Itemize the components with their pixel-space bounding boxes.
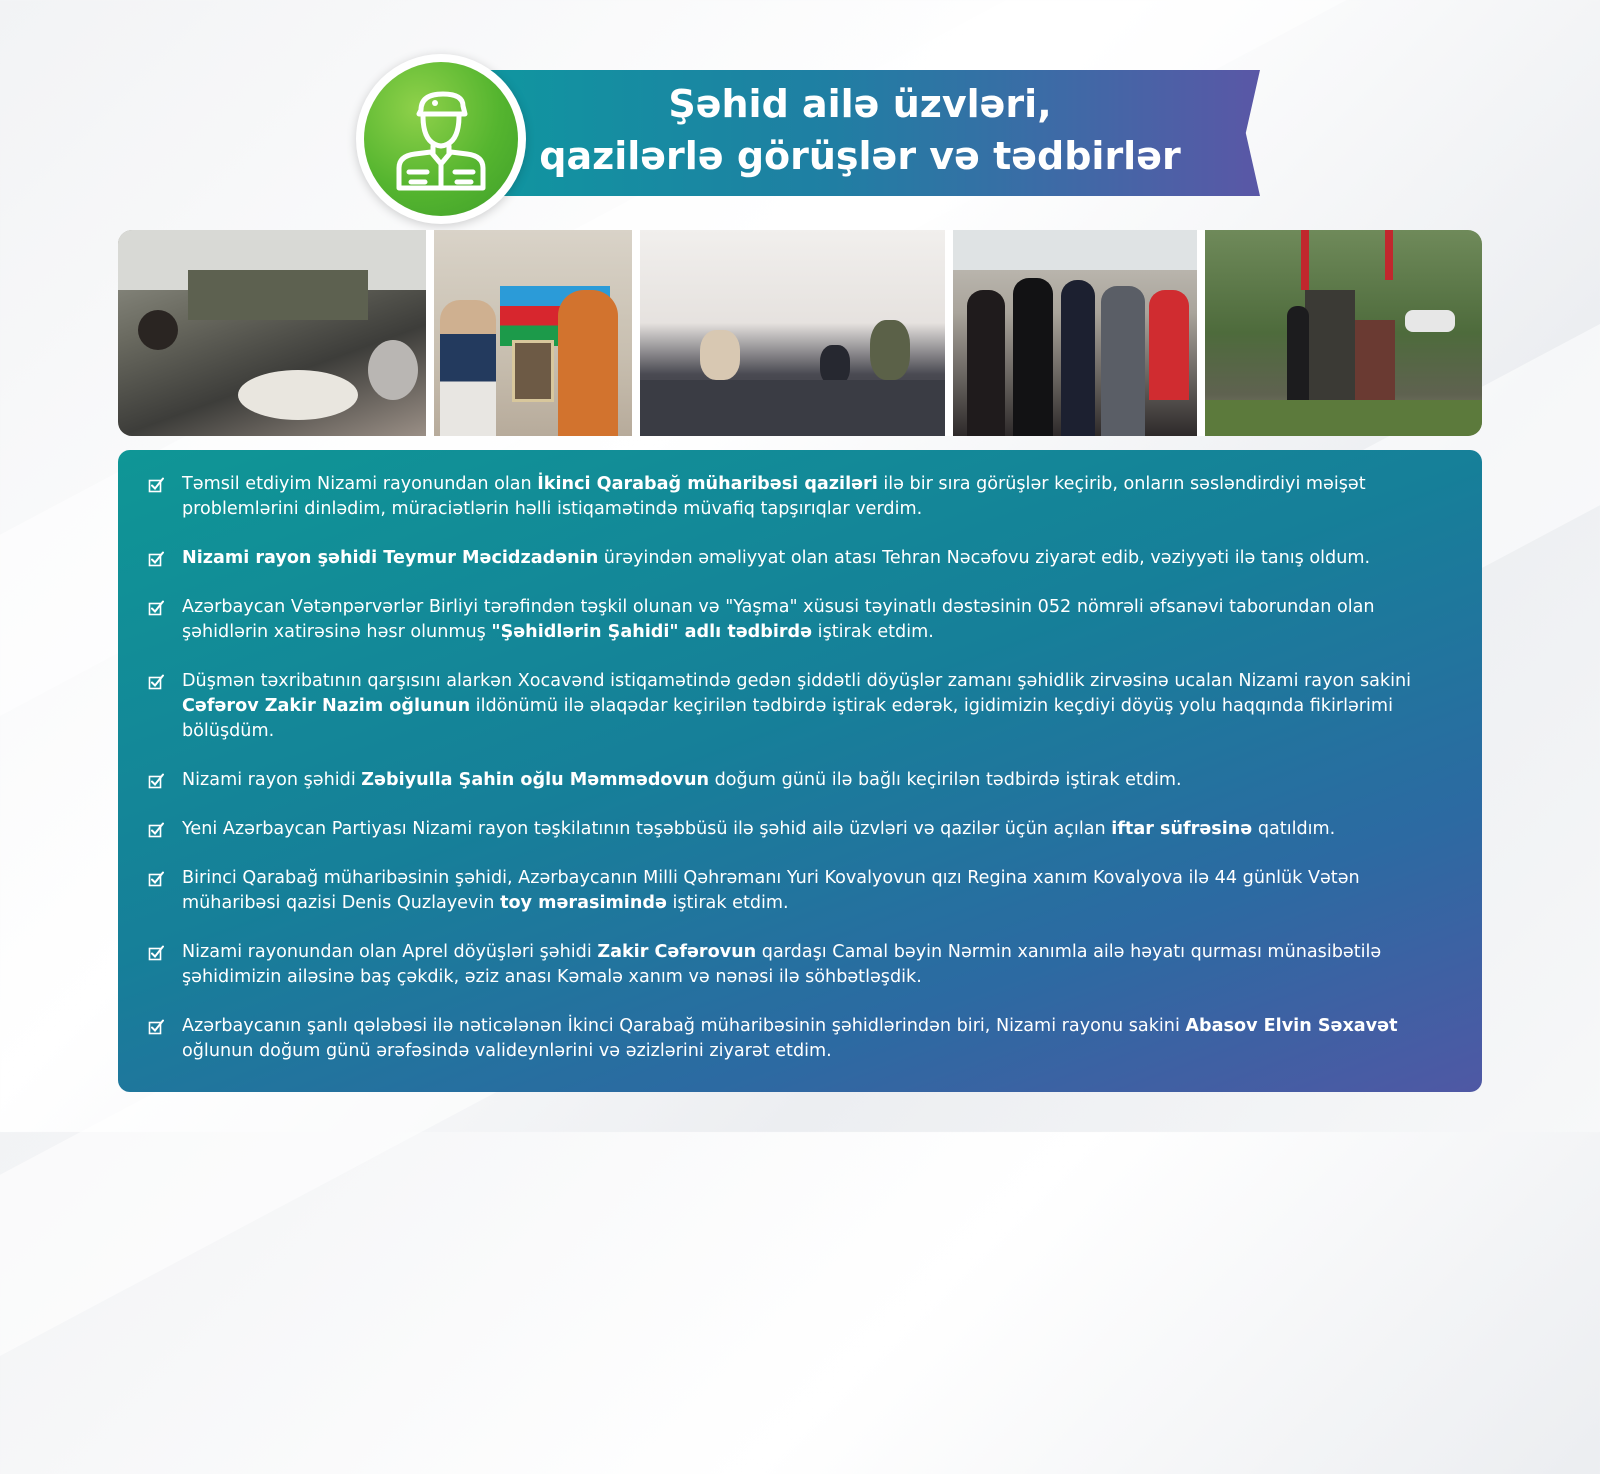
checkbox-check-icon (148, 822, 164, 838)
body-text: doğum günü ilə bağlı keçirilən tədbirdə iştirak etdim. (709, 770, 1182, 790)
body-text: iştirak etdim. (666, 893, 789, 913)
list-item (148, 817, 1442, 842)
list-item-text (182, 595, 1442, 645)
list-item-text (182, 940, 1442, 990)
photo-veterans-meeting (118, 230, 426, 436)
body-text: oğlunun doğum günü ərəfəsində valideynlərini və əzizlərini ziyarət etdim. (182, 1041, 832, 1061)
highlight-text: İkinci Qarabağ müharibəsi qaziləri (537, 474, 878, 494)
list-item-text (182, 768, 1442, 793)
badge (364, 62, 518, 216)
body-text: iştirak etdim. (812, 622, 934, 642)
checkbox-check-icon (148, 871, 164, 887)
highlight-text: iftar süfrəsinə (1111, 819, 1253, 839)
highlight-text: toy mərasimində (500, 893, 667, 913)
photo-hall-meeting (640, 230, 945, 436)
title-line-2: qazilərlə görüşlər və tədbirlər (539, 134, 1181, 178)
highlight-text: Zəbiyulla Şahin oğlu Məmmədovun (361, 770, 710, 790)
checkbox-check-icon (148, 674, 164, 690)
list-item-text (182, 1014, 1442, 1064)
body-text: Nizami rayonundan olan Aprel döyüşləri şəhidi (182, 942, 598, 962)
list-item (148, 1014, 1442, 1064)
body-text: Təmsil etdiyim Nizami rayonundan olan (182, 474, 538, 494)
list-item (148, 669, 1442, 744)
body-text: ilə bir sıra görüşlər keçirib, onların səsləndirdiyi məişət problemlərini dinlədim, müraciətlərin həlli istiqamətində müvafiq tapşırıqlar verdim. (182, 474, 1366, 519)
body-text: Birinci Qarabağ müharibəsinin şəhidi, Azərbaycanın Milli Qəhrəmanı Yuri Kovalyovun qızı Regina xanım Kovalyova ilə 44 günlük Vətən müharibəsi qazisi Denis Quzlayevin (182, 868, 1360, 913)
highlight-text: Nizami rayon şəhidi Teymur Məcidzadənin (182, 548, 599, 568)
body-text: Nizami rayon şəhidi (182, 770, 362, 790)
highlight-text: Cəfərov Zakir Nazim oğlunun (182, 696, 471, 716)
list-item (148, 768, 1442, 793)
title-line-1: Şəhid ailə üzvləri, (668, 82, 1052, 126)
checkbox-check-icon (148, 1019, 164, 1035)
list-item (148, 940, 1442, 990)
page-title (520, 78, 1200, 188)
list-item-text (182, 546, 1442, 571)
soldier-icon (391, 84, 491, 194)
list-item-text (182, 817, 1442, 842)
list-item-text (182, 669, 1442, 744)
body-text: Azərbaycanın şanlı qələbəsi ilə nəticələnən İkinci Qarabağ müharibəsinin şəhidlərindən biri, Nizami rayonu sakini (182, 1016, 1186, 1036)
body-text: Yeni Azərbaycan Partiyası Nizami rayon təşkilatının təşəbbüsü ilə şəhid ailə üzvləri və qazilər üçün açılan (182, 819, 1112, 839)
photo-memorial-ceremony (1205, 230, 1482, 436)
photo-strip (118, 230, 1482, 436)
checkbox-check-icon (148, 551, 164, 567)
body-text: qatıldım. (1252, 819, 1336, 839)
list-item-text (182, 472, 1442, 522)
body-text: qardaşı Camal bəyin Nərmin xanımla ailə həyatı qurması münasibətilə şəhidimizin ailəsinə baş çəkdik, əziz anası Kəmalə xanım və nənəsi ilə söhbətləşdik. (182, 942, 1382, 987)
body-text: ürəyindən əməliyyat olan atası Tehran Nəcəfovu ziyarət edib, vəziyyəti ilə tanış oldum. (598, 548, 1371, 568)
photo-group-portrait (953, 230, 1197, 436)
checkbox-check-icon (148, 477, 164, 493)
photo-family-visit-flag (434, 230, 632, 436)
checkbox-check-icon (148, 600, 164, 616)
list-item (148, 546, 1442, 571)
list-item (148, 595, 1442, 645)
checkbox-check-icon (148, 773, 164, 789)
highlight-text: "Şəhidlərin Şahidi" adlı tədbirdə (491, 622, 813, 642)
events-list (118, 450, 1482, 1092)
list-item (148, 866, 1442, 916)
list-item (148, 472, 1442, 522)
list-item-text (182, 866, 1442, 916)
checkbox-check-icon (148, 945, 164, 961)
body-text: Düşmən təxribatının qarşısını alarkən Xocavənd istiqamətində gedən şiddətli döyüşlər zamanı şəhidlik zirvəsinə ucalan Nizami rayon sakini (182, 671, 1412, 691)
body-text: Azərbaycan Vətənpərvərlər Birliyi tərəfindən təşkil olunan və "Yaşma" xüsusi təyinatlı dəstəsinin 052 nömrəli əfsanəvi taborundan olan şəhidlərin xatirəsinə həsr olunmuş (182, 597, 1375, 642)
highlight-text: Zakir Cəfərovun (597, 942, 757, 962)
highlight-text: Abasov Elvin Səxavət (1185, 1016, 1398, 1036)
body-text: ildönümü ilə əlaqədar keçirilən tədbirdə iştirak edərək, igidimizin keçdiyi döyüş yolu haqqında fikirlərimi bölüşdüm. (182, 696, 1393, 741)
